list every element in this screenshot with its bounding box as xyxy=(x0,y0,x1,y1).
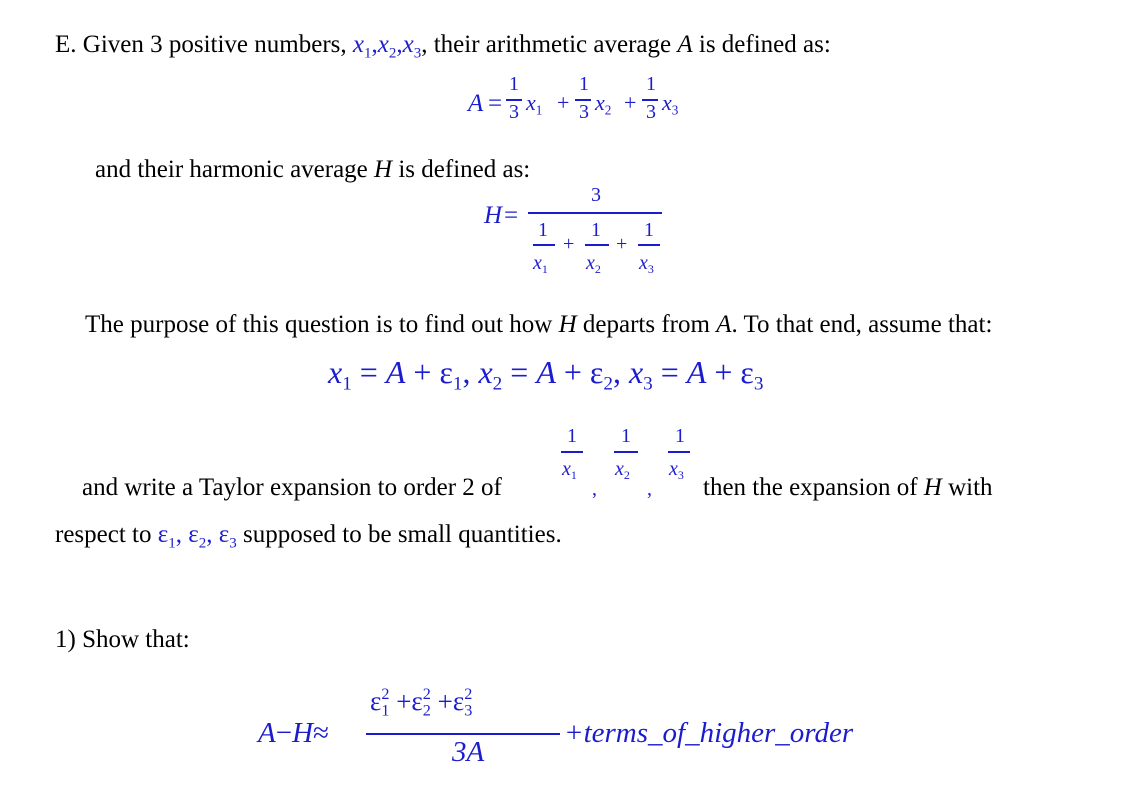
assume-eps1: $\varepsilon_1$ xyxy=(439,354,463,395)
intro-comma: , xyxy=(396,31,403,58)
recip-x1: $x_1$ xyxy=(562,458,577,483)
taylor-H: H xyxy=(923,474,942,501)
assume-x2: $x_2$ xyxy=(478,354,503,395)
purpose-prefix: The purpose of this question is to find out how xyxy=(85,311,559,338)
final-denominator: 3A xyxy=(452,736,485,768)
final-numerator xyxy=(370,672,472,733)
arith-eq: = xyxy=(488,90,503,117)
recip-bar-3 xyxy=(668,451,690,453)
intro-x1: $x_1$ xyxy=(352,31,372,62)
harm-den-num-3: 1 xyxy=(644,219,654,241)
assume-eps3: $\varepsilon_3$ xyxy=(740,354,764,395)
respect-eps1: $\varepsilon_1$ xyxy=(157,521,176,552)
respect-eps2: $\varepsilon_2$ xyxy=(188,521,207,552)
recip-comma-2: , xyxy=(647,478,652,500)
recip-num-2: 1 xyxy=(621,425,631,447)
recip-bar-2 xyxy=(614,451,638,453)
assume-A-2: A xyxy=(536,354,556,390)
harm-den-x2: $x_2$ xyxy=(586,252,601,277)
purpose-H: H xyxy=(558,311,577,338)
arith-num-2: 1 xyxy=(579,73,589,95)
assume-eq-2: = xyxy=(510,354,529,390)
harm-eq: = xyxy=(504,202,519,229)
harm-plus-2: + xyxy=(616,233,628,255)
intro-x3: $x_3$ xyxy=(402,31,422,62)
final-lhs: A−H≈ xyxy=(258,717,329,749)
recip-x2: $x_2$ xyxy=(615,458,630,483)
assume-A-1: A xyxy=(385,354,406,390)
harmonic-prefix: and their harmonic average xyxy=(95,156,375,183)
recip-bar-1 xyxy=(561,451,583,453)
taylor-prefix: and write a Taylor expansion to order 2 of xyxy=(82,474,502,501)
arith-plus-1: + xyxy=(557,90,570,115)
arith-den-1: 3 xyxy=(509,101,519,123)
intro-prefix: E. Given 3 positive numbers, xyxy=(55,31,353,58)
assume-eps2: $\varepsilon_2$ xyxy=(589,354,613,395)
assume-x1: $x_1$ xyxy=(328,354,352,395)
question-1-label: 1) Show that: xyxy=(55,626,190,653)
assume-plus-1: + xyxy=(413,354,432,390)
arith-num-3: 1 xyxy=(646,73,656,95)
arith-plus-2: + xyxy=(624,90,637,115)
respect-prefix: respect to xyxy=(55,521,152,548)
arith-den-3: 3 xyxy=(646,101,656,123)
respect-comma-1: , xyxy=(175,521,182,548)
arith-x3: $x_3$ xyxy=(662,90,679,118)
intro-comma: , xyxy=(371,31,378,58)
purpose-middle: departs from xyxy=(576,311,717,338)
purpose-line xyxy=(85,310,992,340)
recip-comma-1: , xyxy=(592,478,597,500)
taylor-suffix-end: with xyxy=(941,474,993,501)
purpose-A: A xyxy=(716,311,732,338)
harm-num-3: 3 xyxy=(591,184,601,206)
final-plus-2: + xyxy=(437,686,453,717)
respect-line xyxy=(55,520,562,558)
final-plus-1: + xyxy=(396,686,412,717)
final-fraction-bar xyxy=(366,733,560,735)
assume-A-3: A xyxy=(686,354,707,390)
arith-den-2: 3 xyxy=(579,101,589,123)
harm-den-bar-2 xyxy=(585,244,609,246)
final-eps2-sq: $\varepsilon_2^2$ xyxy=(411,685,431,720)
harm-den-bar-3 xyxy=(638,244,660,246)
taylor-suffix xyxy=(703,473,993,503)
harmonic-suffix: is defined as: xyxy=(392,156,531,183)
intro-middle: , their arithmetic average xyxy=(421,31,678,58)
harm-den-x3: $x_3$ xyxy=(639,252,654,277)
arith-A: A xyxy=(468,90,484,117)
assume-plus-2: + xyxy=(563,354,582,390)
intro-suffix: is defined as: xyxy=(692,31,831,58)
harm-main-bar xyxy=(528,212,662,214)
harm-den-num-2: 1 xyxy=(591,219,601,241)
harm-den-num-1: 1 xyxy=(538,219,548,241)
harmonic-H: H xyxy=(374,156,393,183)
assume-eq-3: = xyxy=(660,354,679,390)
intro-line xyxy=(55,30,831,68)
harm-den-bar-1 xyxy=(533,244,555,246)
recip-num-3: 1 xyxy=(675,425,685,447)
recip-x3: $x_3$ xyxy=(669,458,684,483)
harm-H: H xyxy=(484,202,503,229)
arith-x1: $x_1$ xyxy=(526,90,543,118)
final-eps3-sq: $\varepsilon_3^2$ xyxy=(452,685,473,720)
arith-num-1: 1 xyxy=(509,73,519,95)
final-eps1-sq: $\varepsilon_1^2$ xyxy=(370,685,390,720)
respect-eps3: $\varepsilon_3$ xyxy=(218,521,237,552)
arith-x2: $x_2$ xyxy=(595,90,612,118)
intro-x2: $x_2$ xyxy=(377,31,397,62)
assume-eq-1: = xyxy=(359,354,378,390)
assume-comma-1: , xyxy=(462,354,471,390)
respect-comma-2: , xyxy=(206,521,213,548)
intro-A: A xyxy=(677,31,693,58)
harm-den-x1: $x_1$ xyxy=(533,252,548,277)
assumption-formula xyxy=(328,352,763,405)
assume-plus-3: + xyxy=(714,354,733,390)
taylor-suffix-prefix: then the expansion of xyxy=(703,474,924,501)
recip-num-1: 1 xyxy=(567,425,577,447)
purpose-suffix: . To that end, assume that: xyxy=(731,311,993,338)
harmonic-line xyxy=(95,155,530,185)
assume-comma-2: , xyxy=(612,354,621,390)
assume-x3: $x_3$ xyxy=(628,354,653,395)
final-terms: +terms_of_higher_order xyxy=(564,717,854,749)
respect-suffix: supposed to be small quantities. xyxy=(242,521,562,548)
harm-plus-1: + xyxy=(563,233,575,255)
